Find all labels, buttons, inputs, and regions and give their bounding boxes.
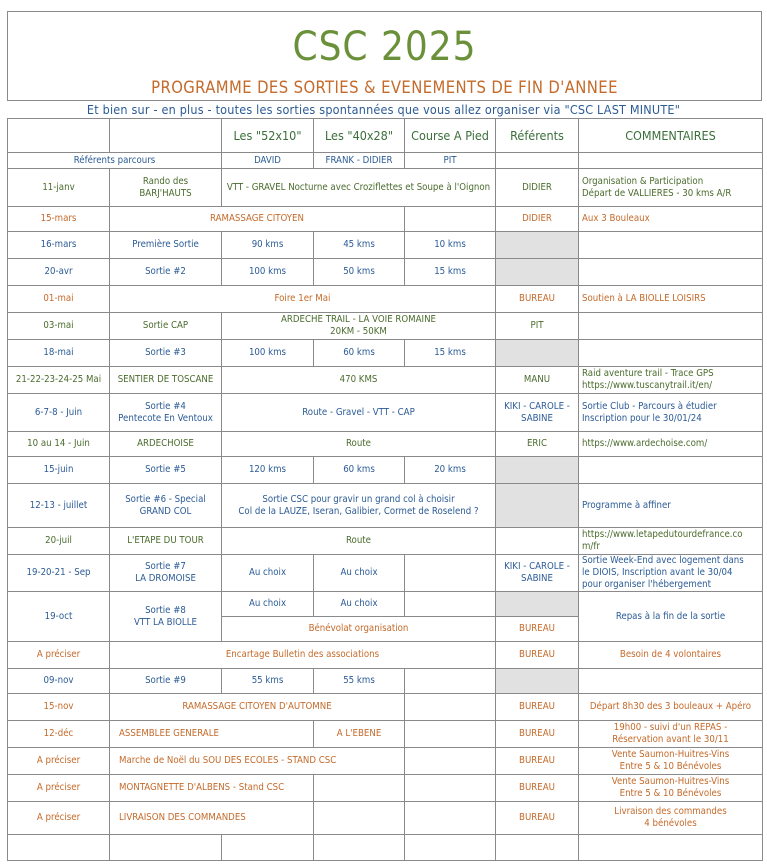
- referent-cell: PIT: [496, 313, 579, 340]
- comment-cell: [579, 313, 763, 340]
- table-row: [8, 340, 763, 367]
- event-cell: Marche de Noël du SOU DES ECOLES - STAND CSC: [110, 748, 405, 775]
- distance-cap: 15 kms: [405, 340, 496, 367]
- date-cell: A préciser: [8, 775, 110, 802]
- event-cell: Rando des BARJ'HAUTS: [110, 169, 222, 207]
- comment-cell: 19h00 - suivi d'un REPAS - Réservation avant le 30/11: [579, 721, 763, 748]
- distance-40: Au choix: [314, 555, 405, 592]
- event-cell: Sortie #2: [110, 259, 222, 286]
- date-cell: 10 au 14 - Juin: [8, 432, 110, 457]
- table-row: [8, 642, 763, 669]
- distance-40: Au choix: [314, 592, 405, 617]
- referent-cell: KIKI - CAROLE - SABINE: [496, 555, 579, 592]
- referents-label: Référents parcours: [8, 153, 222, 169]
- referent-cell: BUREAU: [496, 617, 579, 642]
- distance-40: 55 kms: [314, 669, 405, 694]
- event-cell: Sortie #6 - Special GRAND COL: [110, 484, 222, 528]
- distance-52: Au choix: [222, 555, 314, 592]
- referent-cell: ERIC: [496, 432, 579, 457]
- referent-cell: BUREAU: [496, 721, 579, 748]
- merged-cell: Route: [222, 528, 496, 555]
- distance-cap: 20 kms: [405, 457, 496, 484]
- referent-cell: DIDIER: [496, 207, 579, 232]
- table-row: [8, 432, 763, 457]
- distance-52: Au choix: [222, 592, 314, 617]
- date-cell: 19-20-21 - Sep: [8, 555, 110, 592]
- program-table: [7, 118, 763, 861]
- comment-cell: Aux 3 Bouleaux: [579, 207, 763, 232]
- table-row: [8, 721, 763, 748]
- table-row: [8, 394, 763, 432]
- merged-cell: RAMASSAGE CITOYEN D'AUTOMNE: [110, 694, 405, 721]
- event-cell: Sortie CAP: [110, 313, 222, 340]
- referent-cell: BUREAU: [496, 748, 579, 775]
- distance-52: 55 kms: [222, 669, 314, 694]
- table-row: [8, 259, 763, 286]
- table-row-empty: [8, 835, 763, 861]
- merged-cell: Route - Gravel - VTT - CAP: [222, 394, 496, 432]
- event-cell: Sortie #5: [110, 457, 222, 484]
- comment-cell: Raid aventure trail - Trace GPS https://www.tuscanytrail.it/en/: [579, 367, 763, 394]
- event-cell: LIVRAISON DES COMMANDES: [110, 802, 314, 835]
- table-row: [8, 207, 763, 232]
- col-commentaires: COMMENTAIRES: [579, 119, 763, 153]
- distance-40: 60 kms: [314, 340, 405, 367]
- event-cell: Sortie #4 Pentecote En Ventoux: [110, 394, 222, 432]
- date-cell: 18-mai: [8, 340, 110, 367]
- comment-cell: Livraison des commandes 4 bénévoles: [579, 802, 763, 835]
- referent-cell: KIKI - CAROLE - SABINE: [496, 394, 579, 432]
- comment-cell: Vente Saumon-Huitres-Vins Entre 5 & 10 Bénévoles: [579, 748, 763, 775]
- distance-52: 90 kms: [222, 232, 314, 259]
- comment-cell: Programme à affiner: [579, 484, 763, 528]
- comment-cell: Besoin de 4 volontaires: [579, 642, 763, 669]
- table-row: [8, 313, 763, 340]
- referent-cap: PIT: [405, 153, 496, 169]
- referent-cell: BUREAU: [496, 694, 579, 721]
- date-cell: 11-janv: [8, 169, 110, 207]
- merged-cell: ARDECHE TRAIL - LA VOIE ROMAINE 20KM - 50KM: [222, 313, 496, 340]
- merged-cell: RAMASSAGE CITOYEN: [110, 207, 405, 232]
- date-cell: 19-oct: [8, 592, 110, 642]
- benevolat-cell: Bénévolat organisation: [222, 617, 496, 642]
- table-row: [8, 748, 763, 775]
- referent-cell: BUREAU: [496, 802, 579, 835]
- date-cell: A préciser: [8, 642, 110, 669]
- merged-cell: 470 KMS: [222, 367, 496, 394]
- page-subtitle: PROGRAMME DES SORTIES & EVENEMENTS DE FIN D'ANNEE: [151, 78, 618, 97]
- table-row: [8, 802, 763, 835]
- distance-52: 100 kms: [222, 259, 314, 286]
- event-cell: Première Sortie: [110, 232, 222, 259]
- comment-cell: Sortie Week-End avec logement dans le DIOIS, Inscription avant le 30/04 pour organiser l'hébergement: [579, 555, 763, 592]
- table-row: [8, 286, 763, 313]
- table-row: [8, 232, 763, 259]
- event-cell: ARDECHOISE: [110, 432, 222, 457]
- table-row: [8, 555, 763, 592]
- referents-row: [8, 153, 763, 169]
- comment-cell: Soutien à LA BIOLLE LOISIRS: [579, 286, 763, 313]
- header-box: [7, 11, 762, 101]
- date-cell: 15-juin: [8, 457, 110, 484]
- comment-cell: Vente Saumon-Huitres-Vins Entre 5 & 10 Bénévoles: [579, 775, 763, 802]
- date-cell: 20-avr: [8, 259, 110, 286]
- date-cell: 12-13 - juillet: [8, 484, 110, 528]
- event-cell: SENTIER DE TOSCANE: [110, 367, 222, 394]
- distance-40: 60 kms: [314, 457, 405, 484]
- comment-cell: Sortie Club - Parcours à étudier Inscription pour le 30/01/24: [579, 394, 763, 432]
- referent-cell: DIDIER: [496, 169, 579, 207]
- event-cell: Sortie #7 LA DROMOISE: [110, 555, 222, 592]
- referent-40: FRANK - DIDIER: [314, 153, 405, 169]
- table-row: [8, 775, 763, 802]
- date-cell: 12-déc: [8, 721, 110, 748]
- merged-cell: VTT - GRAVEL Nocturne avec Croziflettes et Soupe à l'Oignon: [222, 169, 496, 207]
- col-40x28: Les "40x28": [314, 119, 405, 153]
- referent-cell: MANU: [496, 367, 579, 394]
- date-cell: 20-juil: [8, 528, 110, 555]
- event-cell: Sortie #9: [110, 669, 222, 694]
- table-row: [8, 169, 763, 207]
- referent-52: DAVID: [222, 153, 314, 169]
- referent-cell: BUREAU: [496, 775, 579, 802]
- comment-cell: Départ 8h30 des 3 bouleaux + Apéro: [579, 694, 763, 721]
- table-row: [8, 484, 763, 528]
- table-header-row: [8, 119, 763, 153]
- distance-40: 45 kms: [314, 232, 405, 259]
- date-cell: 21-22-23-24-25 Mai: [8, 367, 110, 394]
- comment-cell: https://www.ardechoise.com/: [579, 432, 763, 457]
- event-cell: ASSEMBLEE GENERALE: [110, 721, 314, 748]
- event-cell: L'ETAPE DU TOUR: [110, 528, 222, 555]
- date-cell: 15-mars: [8, 207, 110, 232]
- table-row: [8, 457, 763, 484]
- distance-52: 100 kms: [222, 340, 314, 367]
- date-cell: 16-mars: [8, 232, 110, 259]
- date-cell: 6-7-8 - Juin: [8, 394, 110, 432]
- table-row: [8, 694, 763, 721]
- distance-cap: 10 kms: [405, 232, 496, 259]
- col-52x10: Les "52x10": [222, 119, 314, 153]
- distance-40: 50 kms: [314, 259, 405, 286]
- event-cell: MONTAGNETTE D'ALBENS - Stand CSC: [110, 775, 314, 802]
- comment-cell: https://www.letapedutourdefrance.co m/fr: [579, 528, 763, 555]
- comment-cell: Repas à la fin de la sortie: [579, 592, 763, 642]
- date-cell: 01-mai: [8, 286, 110, 313]
- merged-cell: Foire 1er Mai: [110, 286, 496, 313]
- distance-cap: 15 kms: [405, 259, 496, 286]
- event-cell: Sortie #3: [110, 340, 222, 367]
- referent-cell: BUREAU: [496, 286, 579, 313]
- merged-cell: Sortie CSC pour gravir un grand col à choisir Col de la LAUZE, Iseran, Galibier, Cormet de Roselend ?: [222, 484, 496, 528]
- referent-cell: BUREAU: [496, 642, 579, 669]
- date-cell: 15-nov: [8, 694, 110, 721]
- date-cell: A préciser: [8, 748, 110, 775]
- distance-52: 120 kms: [222, 457, 314, 484]
- merged-cell: Route: [222, 432, 496, 457]
- date-cell: A préciser: [8, 802, 110, 835]
- col-course-a-pied: Course A Pied: [405, 119, 496, 153]
- comment-cell: Organisation & Participation Départ de VALLIERES - 30 kms A/R: [579, 169, 763, 207]
- table-row: [8, 367, 763, 394]
- table-row: [8, 528, 763, 555]
- date-cell: 09-nov: [8, 669, 110, 694]
- date-cell: 03-mai: [8, 313, 110, 340]
- page-title: CSC 2025: [292, 24, 477, 70]
- table-row: [8, 592, 763, 617]
- col-referents: Référents: [496, 119, 579, 153]
- event-cell: Sortie #8 VTT LA BIOLLE: [110, 592, 222, 642]
- intro-note: Et bien sur - en plus - toutes les sorties spontannées que vous allez organiser via "CSC LAST MINUTE": [86, 102, 681, 117]
- place-cell: A L'EBENE: [314, 721, 405, 748]
- merged-cell: Encartage Bulletin des associations: [110, 642, 496, 669]
- table-row: [8, 669, 763, 694]
